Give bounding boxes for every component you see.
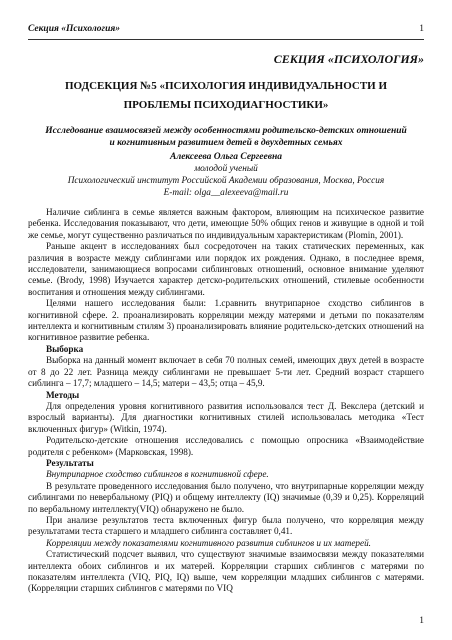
author-affiliation: Психологический институт Российской Академии образования, Москва, Россия <box>67 176 385 186</box>
body-paragraph-1: Наличие сиблинга в семье является важным фактором, влияющим на психическое развитие ребенка. Исследования показывают, что дети, имеющие 50% общих генов и живущие в одной и той же семье, могут существенно различаться по индивидуальным характеристикам (Plomin, 2001). <box>28 207 424 240</box>
body-paragraph-2: Раньше акцент в исследованиях был сосредоточен на таких статических переменных, как различия в возрасте между сиблингами или порядок их рождения. Однако, в последнее время, исследователи, занимающиеся вопросами сиблинговых отношений, основное внимание уделяют семье. (Brody, 1998) Изучается характер детско-родительских отношений, стилевые особенности воспитания и отношения между сиблингами. <box>28 241 424 297</box>
subsection-title: ПОДСЕКЦИЯ №5 «ПСИХОЛОГИЯ ИНДИВИДУАЛЬНОСТИ И ПРОБЛЕМЫ ПСИХОДИАГНОСТИКИ» <box>64 80 388 111</box>
article-title <box>28 125 424 149</box>
header-page-number: 1 <box>419 24 424 34</box>
results-subheading-mother-correlations: Корреляции между показателями когнитивного развития сиблингов и их матерей. <box>46 537 371 548</box>
article-title-line-1: Исследование взаимосвязей между особенностями родительско-детских отношений <box>45 126 407 136</box>
results-subheading-sibling-similarity: Внутрипарное сходство сиблингов в когнитивной сфере. <box>46 469 269 480</box>
page-number: 1 <box>419 616 424 626</box>
body-paragraph-3: Целями нашего исследования были: 1.сравнить внутрипарное сходство сиблингов в когнитивной сфере. 2. проанализировать корреляции между матерями и детьми по показателям интеллекта и когнитивным стилям 3) проанализировать влияние родительско-детских отношений на когнитивное развитие ребенка. <box>28 298 424 343</box>
author-name: Алексеева Ольга Сергеевна <box>170 152 282 162</box>
body-paragraph-11: Статистический подсчет выявил, что существуют значимые взаимосвязи между показателями интеллекта обоих сиблингов и их матерей. Корреляции старших сиблингов с матерями по показателям интеллекта (VIQ, PIQ, IQ) выше, чем корреляции младших сиблингов с матерями. (Корреляции старших сиблингов с матерями по VIQ <box>28 549 424 594</box>
body-paragraph-9: При анализе результатов теста включенных фигур была получено, что корреляция между результатами теста старшего и младшего сиблинга составляет 0,41. <box>28 514 424 537</box>
heading-methods: Методы <box>46 389 80 400</box>
main-content <box>28 52 424 595</box>
section-title: СЕКЦИЯ «ПСИХОЛОГИЯ» <box>273 52 424 66</box>
author-position: молодой ученый <box>194 164 258 174</box>
body-paragraph-5: Для определения уровня когнитивного развития использовался тест Д. Векслера (детский и взрослый варианты). Для диагностики когнитивных стилей использовалась методика «Тест включенных фигур» (Witkin, 1974). <box>28 400 424 434</box>
article-title-line-2: и когнитивным развитием детей в двухдетных семьях <box>109 138 343 148</box>
heading-sample: Выборка <box>46 343 84 354</box>
running-header <box>28 24 424 34</box>
body-paragraph-6: Родительско-детские отношения исследовались с помощью опросника «Взаимодействие родителя с ребенком» (Марковская, 1998). <box>28 435 424 457</box>
body-paragraph-4: Выборка на данный момент включает в себя 70 полных семей, имеющих двух детей в возрасте от 8 до 22 лет. Разница между сиблингами не превышает 5-ти лет. Средний возраст старшего сиблинга – 17,7; младшего – 14,5; матери – 43,5; отца – 45,9. <box>28 355 424 389</box>
heading-results: Результаты <box>46 457 94 468</box>
author-email: E-mail: olga__alexeeva@mail.ru <box>163 188 289 198</box>
header-divider <box>28 39 424 40</box>
header-section-label: Секция «Психология» <box>28 24 120 34</box>
body-paragraph-8: В результате проведенного исследования было получено, что внутрипарные корреляции между сиблингами по невербальному (PIQ) и общему интеллекту (IQ) значимые (0,39 и 0,25). Корреляций по вербальному интеллекту(VIQ) обнаружено не было. <box>28 480 424 514</box>
